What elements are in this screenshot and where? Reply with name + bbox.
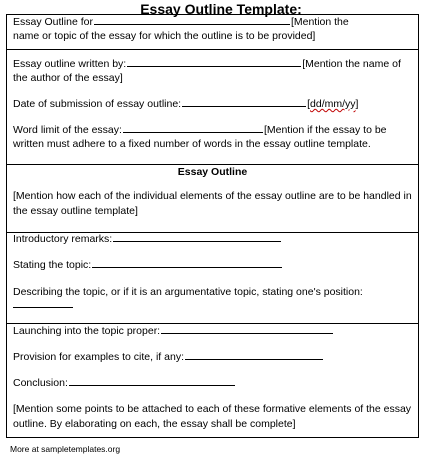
written-by-hint-line2: the author of the essay] xyxy=(13,72,123,84)
outline-instruction: [Mention how each of the individual elements of the essay outline are to be handled in the essay outline template] xyxy=(13,190,412,217)
describing-row: Describing the topic, or if it is an argumentative topic, stating one's position: xyxy=(13,286,363,298)
intro-blank[interactable] xyxy=(113,232,281,242)
outline-for-blank[interactable] xyxy=(94,15,290,25)
written-by-blank[interactable] xyxy=(127,57,301,67)
date-row xyxy=(13,97,412,112)
word-limit-hint-line2: written must adhere to a fixed number of words in the essay outline template. xyxy=(13,138,371,150)
written-by-label: Essay outline written by: xyxy=(13,58,127,70)
outline-for-hint-line2: name or topic of the essay for which the outline is to be provided] xyxy=(13,30,316,42)
describing-blank-row xyxy=(13,298,412,313)
launching-label: Launching into the topic proper: xyxy=(13,325,161,337)
date-blank[interactable] xyxy=(182,97,306,107)
launching-row xyxy=(13,324,412,339)
footer-credit: More at sampletemplates.org xyxy=(10,444,121,454)
outline-form xyxy=(6,14,419,438)
date-hint-prefix: [ xyxy=(307,98,311,110)
stating-blank[interactable] xyxy=(92,258,282,268)
conclusion-blank[interactable] xyxy=(69,376,235,386)
describing-blank[interactable] xyxy=(13,298,73,308)
closing-instruction: [Mention some points to be attached to each of these formative elements of the essay outline. By elaborating on each, the essay shall be complete] xyxy=(13,403,412,430)
launching-blank[interactable] xyxy=(161,324,333,334)
intro-row xyxy=(13,232,412,247)
stating-label: Stating the topic: xyxy=(13,259,92,271)
provision-row xyxy=(13,350,412,365)
date-label: Date of submission of essay outline: xyxy=(13,98,182,110)
word-limit-hint: [Mention if the essay to be xyxy=(263,124,387,136)
intro-label: Introductory remarks: xyxy=(13,233,113,245)
provision-blank[interactable] xyxy=(185,350,323,360)
conclusion-label: Conclusion: xyxy=(13,377,68,389)
section-divider xyxy=(7,49,418,50)
written-by-row xyxy=(13,57,412,72)
outline-for-label: Essay Outline for xyxy=(13,16,93,28)
word-limit-label: Word limit of the essay: xyxy=(13,124,122,136)
essay-outline-heading: Essay Outline xyxy=(177,166,248,178)
word-limit-row xyxy=(13,123,412,138)
stating-row xyxy=(13,258,412,273)
conclusion-row xyxy=(13,376,412,391)
document-title: Essay Outline Template: xyxy=(140,1,302,17)
outline-for-hint: [Mention the xyxy=(290,16,349,28)
date-hint-format: dd/mm/yy xyxy=(310,98,356,110)
written-by-hint: [Mention the name of xyxy=(302,58,401,70)
outline-for-row xyxy=(13,15,412,30)
provision-label: Provision for examples to cite, if any: xyxy=(13,351,184,363)
date-hint-suffix: ] xyxy=(355,98,359,110)
word-limit-blank[interactable] xyxy=(123,123,263,133)
